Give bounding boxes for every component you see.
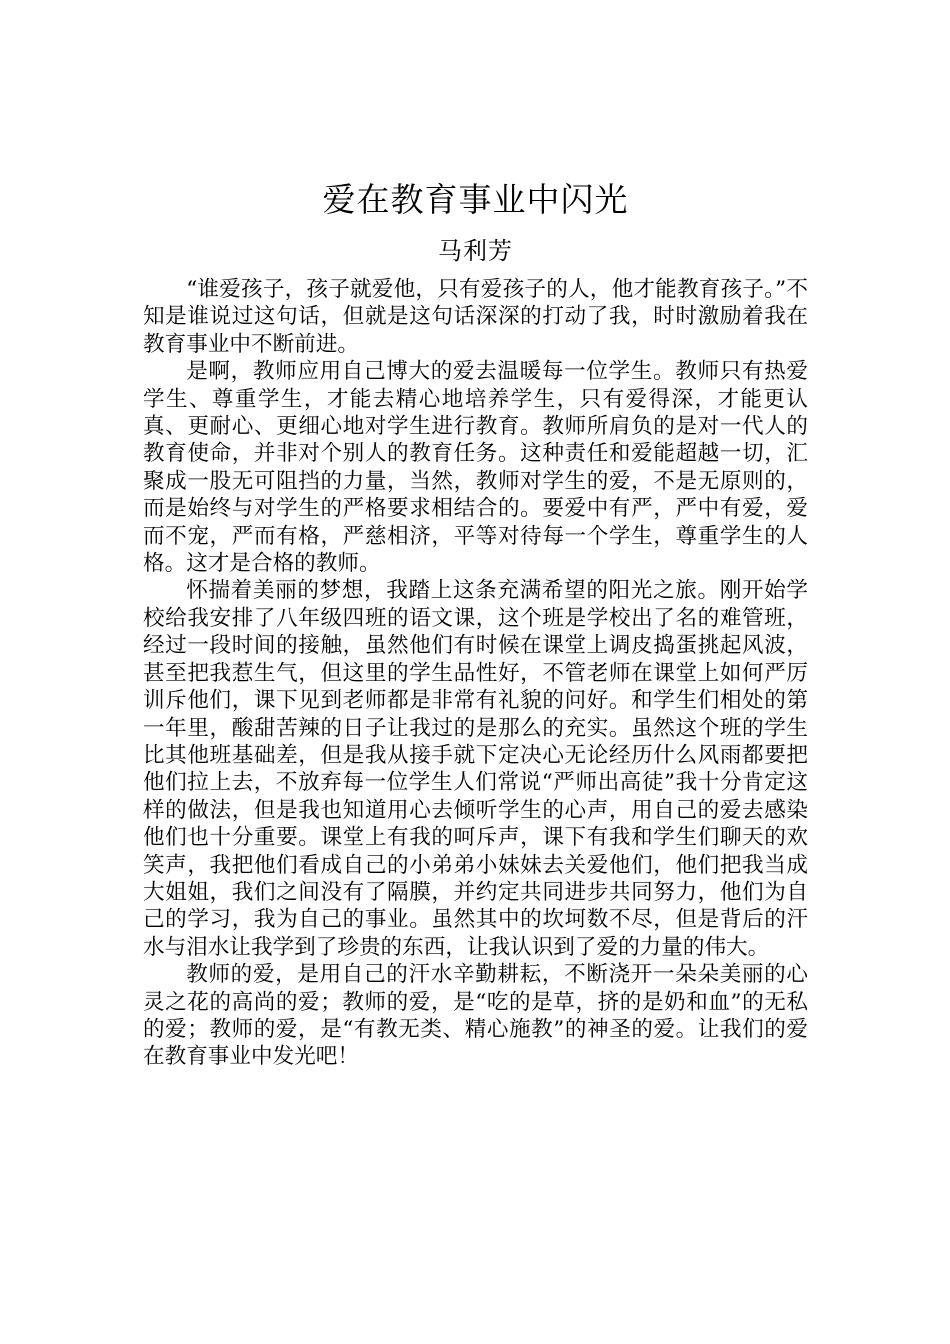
document-page (143, 170, 808, 1071)
paragraph-2: 是啊，教师应用自己博大的爱去温暖每一位学生。教师只有热爱学生、尊重学生，才能去精心地培养学生，只有爱得深，才能更认真、更耐心、更细心地对学生进行教育。教师所肩负的是对一代人的教育使命，并非对个别人的教育任务。这种责任和爱能超越一切，汇聚成一股无可阻挡的力量，当然，教师对学生的爱，不是无原则的，而是始终与对学生的严格要求相结合的。要爱中有严，严中有爱，爱而不宠，严而有格，严慈相济，平等对待每一个学生，尊重学生的人格。这才是合格的教师。 (143, 359, 808, 577)
article-title: 爱在教育事业中闪光 (322, 180, 629, 219)
article-author: 马利芳 (438, 237, 513, 265)
paragraph-1: “谁爱孩子，孩子就爱他，只有爱孩子的人，他才能教育孩子。”不知是谁说过这句话，但就是这句话深深的打动了我，时时激励着我在教育事业中不断前进。 (143, 277, 808, 357)
paragraph-3: 怀揣着美丽的梦想，我踏上这条充满希望的阳光之旅。刚开始学校给我安排了八年级四班的语文课，这个班是学校出了名的难管班，经过一段时间的接触，虽然他们有时候在课堂上调皮捣蛋挑起风波，甚至把我惹生气，但这里的学生品性好，不管老师在课堂上如何严厉训斥他们，课下见到老师都是非常有礼貌的问好。和学生们相处的第一年里，酸甜苦辣的日子让我过的是那么的充实。虽然这个班的学生比其他班基础差，但是我从接手就下定决心无论经历什么风雨都要把他们拉上去，不放弃每一位学生人们常说“严师出高徒”我十分肯定这样的做法，但是我也知道用心去倾听学生的心声，用自己的爱去感染他们也十分重要。课堂上有我的呵斥声，课下有我和学生们聊天的欢笑声，我把他们看成自己的小弟弟小妹妹去关爱他们，他们把我当成大姐姐，我们之间没有了隔膜，并约定共同进步共同努力，他们为自己的学习，我为自己的事业。虽然其中的坎坷数不尽，但是背后的汗水与泪水让我学到了珍贵的东西，让我认识到了爱的力量的伟大。 (143, 578, 808, 960)
paragraph-4: 教师的爱，是用自己的汗水辛勤耕耘，不断浇开一朵朵美丽的心灵之花的高尚的爱；教师的爱，是“吃的是草，挤的是奶和血”的无私的爱；教师的爱，是“有教无类、精心施教”的神圣的爱。让我们的爱在教育事业中发光吧！ (143, 962, 808, 1070)
